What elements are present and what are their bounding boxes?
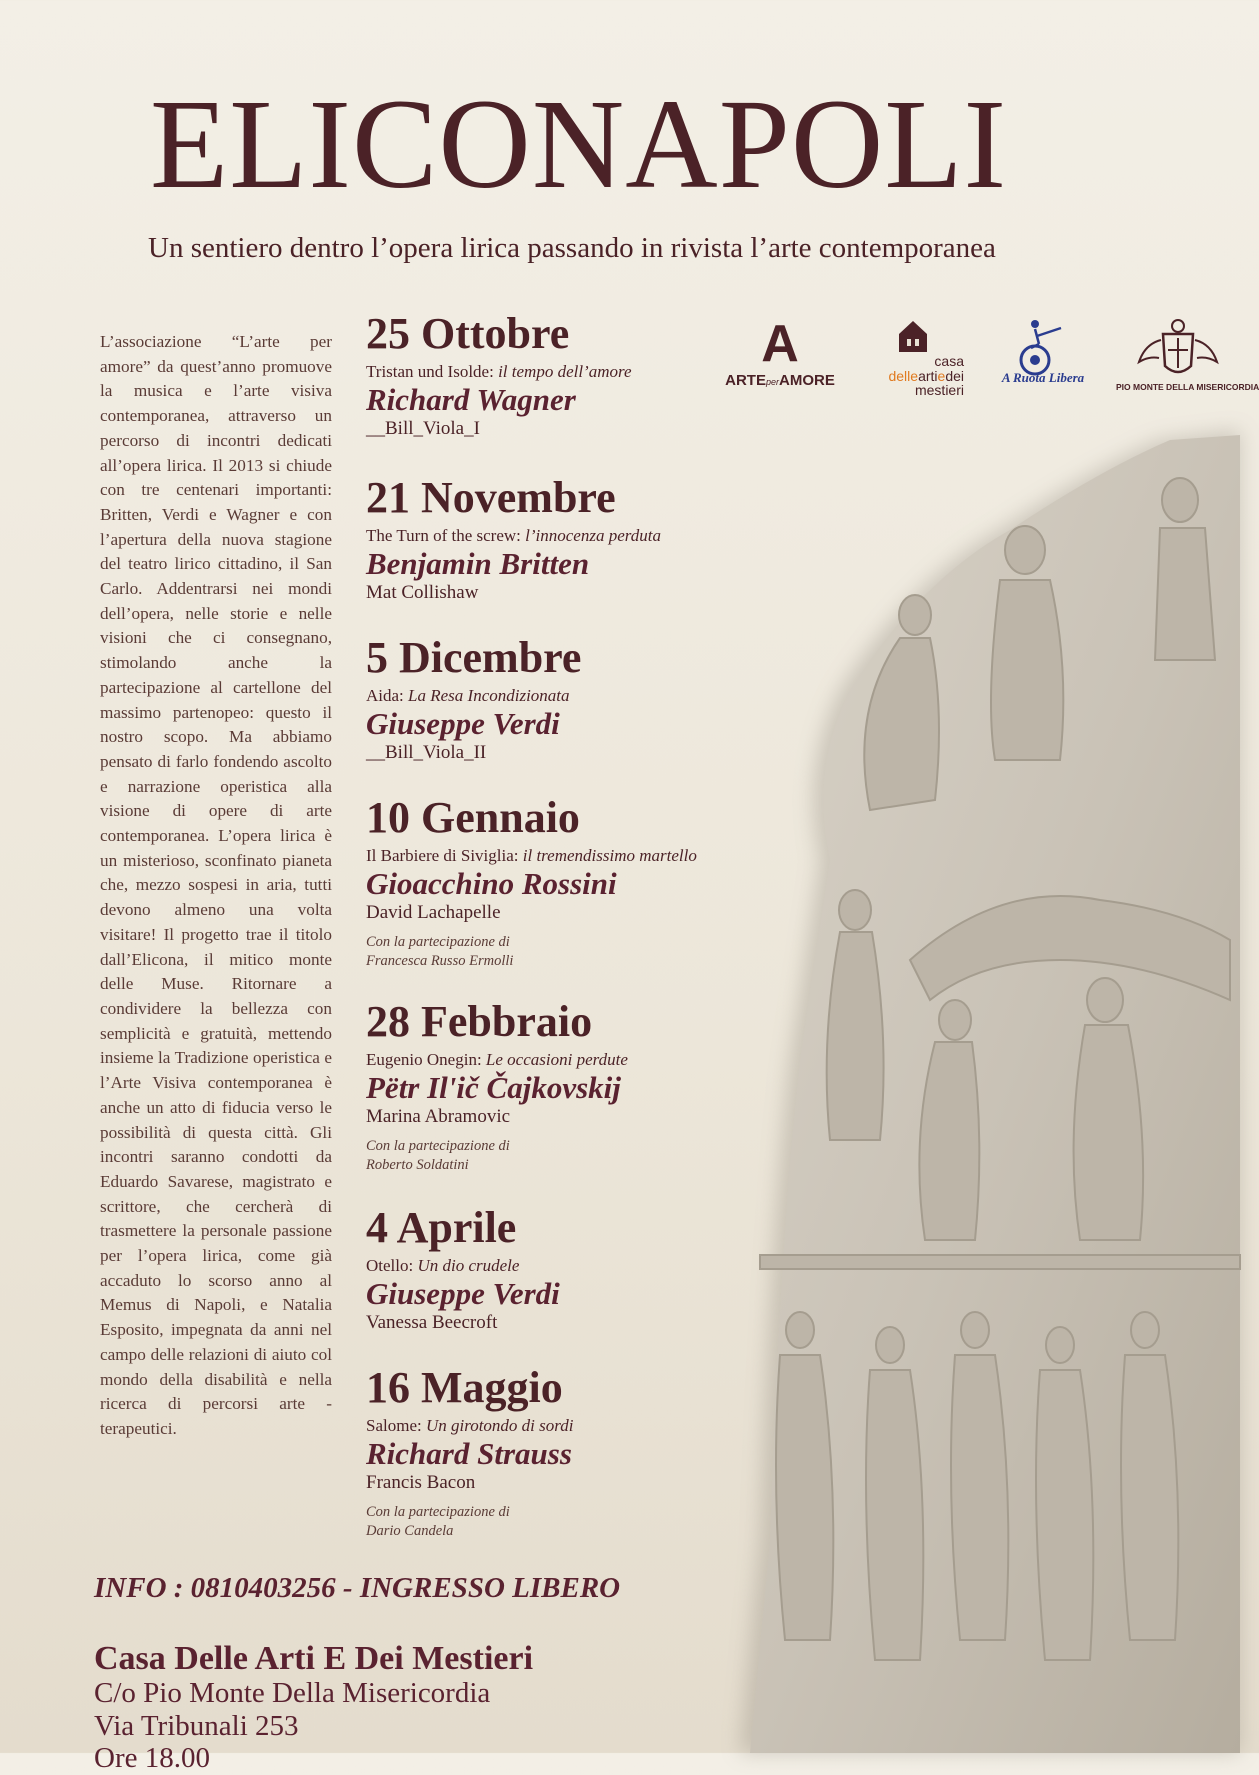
event-composer: Benjamin Britten [366, 546, 590, 582]
event-artist: David Lachapelle [366, 902, 501, 924]
event-composer: Giuseppe Verdi [366, 706, 560, 742]
casa-delle-arti-logo [858, 318, 968, 398]
event-item [366, 633, 786, 765]
event-date: 16 Maggio [366, 1363, 563, 1412]
event-opera-subtitle: Un dio crudele [417, 1256, 520, 1275]
casa-line2a: delle [888, 367, 919, 384]
event-date: 25 Ottobre [366, 309, 570, 358]
arte-per-amore-caption-left: ARTE [725, 372, 766, 389]
casa-line1: casa [934, 353, 964, 369]
event-opera: Il Barbiere di Siviglia: [366, 846, 519, 865]
event-composer: Richard Wagner [366, 382, 576, 418]
event-date: 5 Dicembre [366, 633, 582, 682]
event-opera-subtitle: Un girotondo di sordi [425, 1416, 574, 1435]
pio-monte-logo [1116, 318, 1259, 392]
event-date: 28 Febbraio [366, 997, 593, 1046]
event-opera: Tristan und Isolde: [366, 362, 494, 381]
event-opera: Otello: [366, 1256, 414, 1275]
event-opera-subtitle: il tempo dell’amore [498, 362, 632, 381]
event-opera: Salome: [366, 1416, 422, 1435]
house-icon [896, 318, 930, 354]
address-line-3: Ore 18.00 [94, 1742, 210, 1775]
poster-title: ELICONAPOLI [150, 73, 1008, 215]
event-composer: Giuseppe Verdi [366, 1276, 560, 1312]
venue-name: Casa Delle Arti E Dei Mestieri [94, 1640, 534, 1677]
casa-line3: mestieri [914, 382, 964, 399]
venue-address [94, 1640, 694, 1775]
event-opera: The Turn of the screw: [366, 526, 521, 545]
event-participation: Con la partecipazione di Roberto Soldatini [366, 1137, 510, 1173]
intro-paragraph: L’associazione “L’arte per amore” da quest’anno promuove la musica e l’arte visiva contemporanea, attraverso un percorso di incontri dedicati all’opera lirica. Il 2013 si chiude con tre centenari importanti: Britten, Verdi e Wagner e con l’apertura della nuova stagione del teatro lirico cittadino, il San Carlo. Addentrarsi nei mondi dell’opera, nelle storie e nelle visioni che ci consegnano, stimolando anche la partecipazione al cartellone del massimo partenopeo: questo il nostro scopo. Ma abbiamo pensato di farlo fondendo ascolto e narrazione operistica alla visione di opere di arte contemporanea. L’opera lirica è un misterioso, sconfinato pianeta che, mezzo sospesi in aria, tutti devono almeno una volta visitare! Il progetto trae il titolo dall’Elicona, il mitico monte delle Muse. Ritornare a condividere la bellezza con semplicità e gratuità, mettendo insieme la Tradizione operistica e l’Arte Visiva contemporanea è anche un atto di fiducia verso le possibilità di questa città. Gli incontri saranno condotti da Eduardo Savarese, magistrato e scrittore, che cercherà di trasmettere la personale passione per l’opera lirica, come già accaduto lo scorso anno al Memus di Napoli, e Natalia Esposito, impegnata da anni nel campo delle relazioni di aiuto col mondo della disabilità e nella ricerca di percorsi arte - terapeutici. [100, 332, 332, 1438]
event-item [366, 473, 786, 605]
info-line: INFO : 0810403256 - INGRESSO LIBERO [94, 1572, 621, 1604]
event-opera-subtitle: l’innocenza perduta [525, 526, 661, 545]
event-artist: Francis Bacon [366, 1472, 476, 1494]
event-artist: __Bill_Viola_II [366, 742, 487, 764]
event-opera: Aida: [366, 686, 404, 705]
event-artist: Mat Collishaw [366, 582, 479, 604]
event-date: 21 Novembre [366, 473, 616, 522]
wheel-figure-icon [1013, 318, 1073, 378]
pio-monte-caption: PIO MONTE DELLA MISERICORDIA [1116, 382, 1259, 392]
event-item [366, 1203, 786, 1335]
event-date: 10 Gennaio [366, 793, 580, 842]
poster-subtitle: Un sentiero dentro l’opera lirica passando in rivista l’arte contemporanea [148, 232, 996, 264]
event-composer: Richard Strauss [366, 1436, 572, 1472]
arte-per-amore-mark: A [761, 315, 799, 373]
event-artist: Vanessa Beecroft [366, 1312, 498, 1334]
marble-relief-image [760, 440, 1240, 1753]
event-date: 4 Aprile [366, 1203, 517, 1252]
address-line-2: Via Tribunali 253 [94, 1709, 299, 1742]
a-ruota-libera-caption: A Ruota Libera [1001, 370, 1085, 385]
casa-line2d: dei [945, 367, 964, 384]
event-artist: Marina Abramovic [366, 1106, 511, 1128]
event-item [366, 997, 786, 1175]
event-item [366, 1363, 786, 1541]
event-composer: Pëtr Il'ič Čajkovskij [366, 1070, 621, 1106]
sponsor-logos [720, 315, 1259, 418]
a-ruota-libera-logo [988, 318, 1098, 386]
event-opera-subtitle: Le occasioni perdute [485, 1050, 628, 1069]
casa-line2b: arti [918, 367, 938, 384]
address-line-1: C/o Pio Monte Della Misericordia [94, 1677, 491, 1710]
arte-per-amore-caption-mid: per [765, 377, 779, 387]
casa-line2c: e [937, 367, 946, 384]
event-opera-subtitle: il tremendissimo martello [522, 846, 697, 865]
event-item [366, 793, 786, 971]
event-opera-subtitle: La Resa Incondizionata [408, 686, 570, 705]
event-participation: Con la partecipazione di Francesca Russo Ermolli [366, 933, 514, 969]
event-artist: __Bill_Viola_I [366, 418, 480, 440]
event-composer: Gioacchino Rossini [366, 866, 617, 902]
event-opera: Eugenio Onegin: [366, 1050, 482, 1069]
event-participation: Con la partecipazione di Dario Candela [366, 1503, 510, 1539]
event-item [366, 309, 786, 441]
arte-per-amore-caption-right: AMORE [779, 372, 835, 389]
coat-of-arms-icon [1133, 318, 1223, 380]
